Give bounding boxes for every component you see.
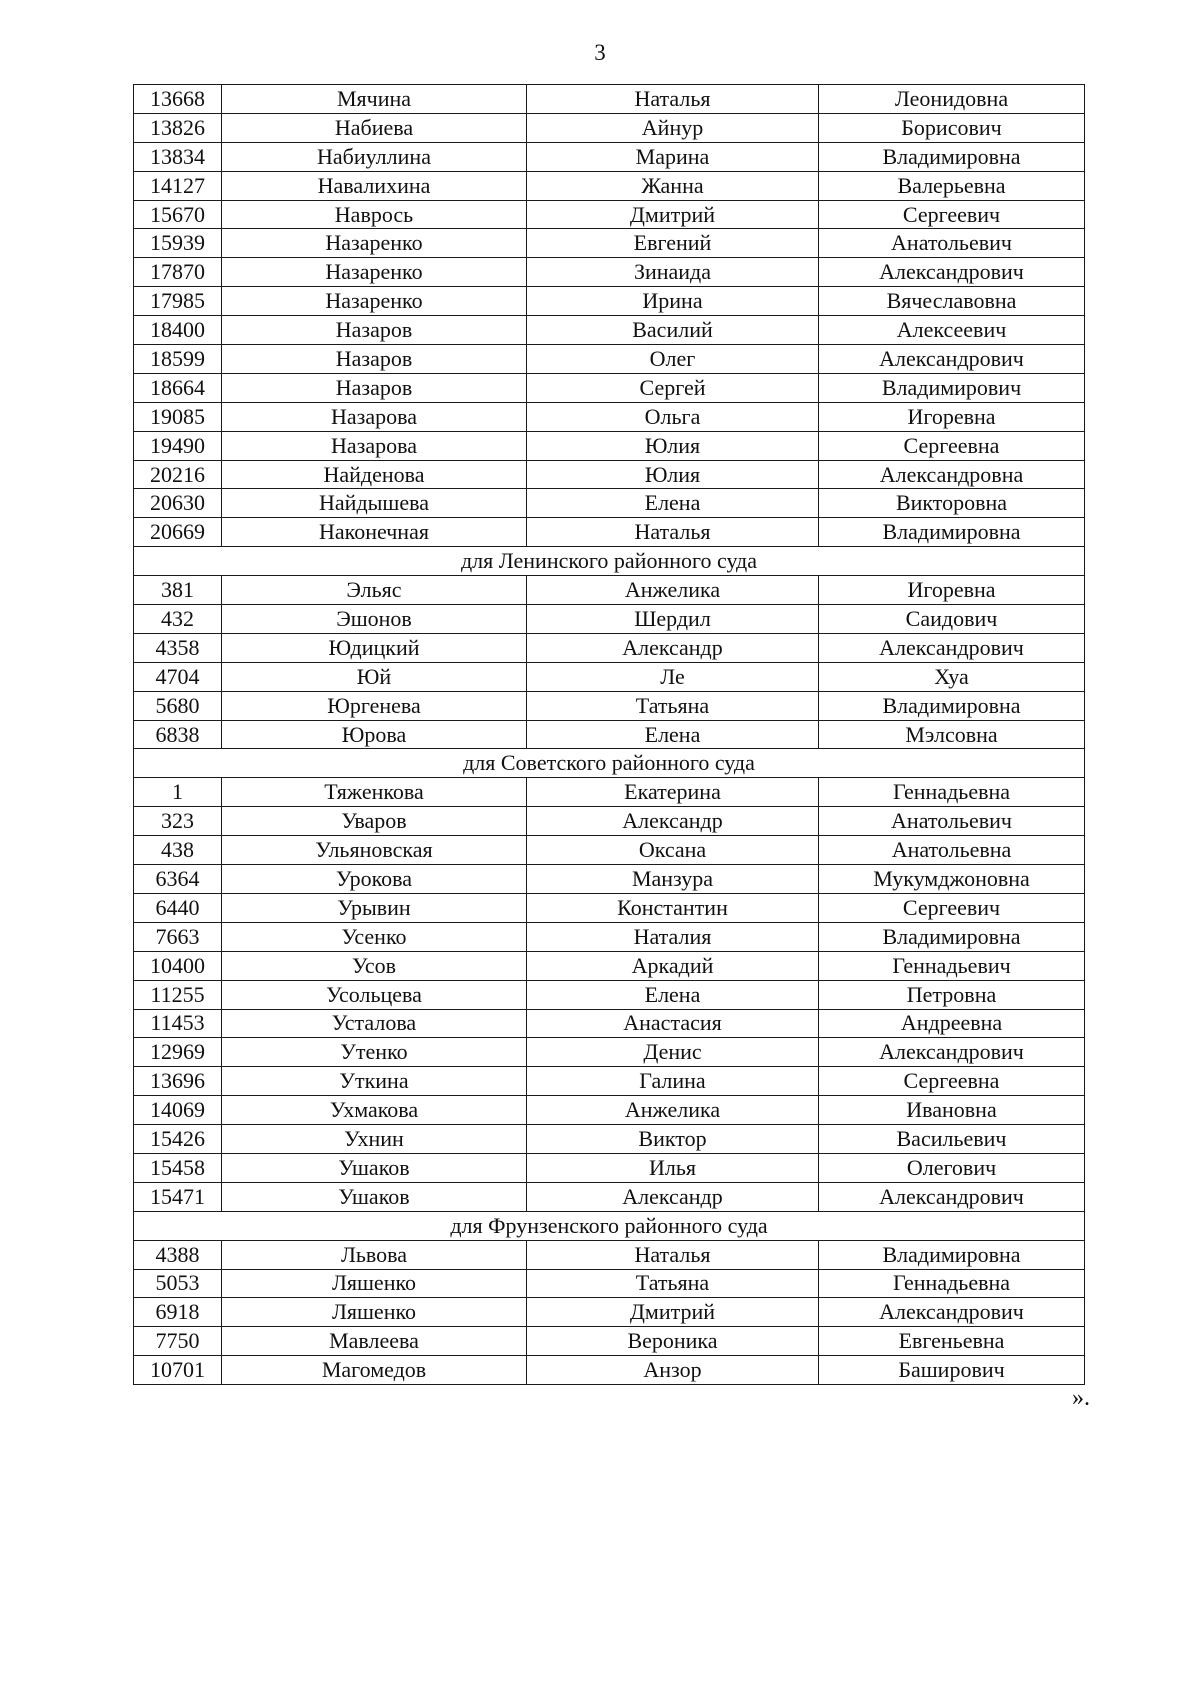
cell-number: 438	[134, 836, 222, 865]
cell-patronymic: Александрович	[819, 345, 1085, 374]
cell-first-name: Шердил	[527, 605, 819, 634]
cell-last-name: Ляшенко	[222, 1298, 527, 1327]
closing-quote-mark: ».	[1072, 1385, 1090, 1411]
cell-first-name: Марина	[527, 142, 819, 171]
court-section-header	[134, 749, 1085, 778]
cell-number: 6838	[134, 720, 222, 749]
cell-last-name: Юй	[222, 662, 527, 691]
cell-first-name: Юлия	[527, 431, 819, 460]
cell-last-name: Юрова	[222, 720, 527, 749]
cell-last-name: Назарова	[222, 431, 527, 460]
cell-last-name: Найденова	[222, 460, 527, 489]
cell-last-name: Назаров	[222, 345, 527, 374]
page-number: 3	[594, 40, 606, 65]
cell-patronymic: Александрович	[819, 1298, 1085, 1327]
cell-last-name: Набиуллина	[222, 142, 527, 171]
cell-first-name: Елена	[527, 489, 819, 518]
cell-first-name: Александр	[527, 633, 819, 662]
cell-patronymic: Владимировна	[819, 691, 1085, 720]
cell-last-name: Навалихина	[222, 171, 527, 200]
cell-first-name: Татьяна	[527, 1269, 819, 1298]
section-title: для Фрунзенского районного суда	[134, 1211, 1085, 1240]
cell-last-name: Усталова	[222, 1009, 527, 1038]
cell-last-name: Уваров	[222, 807, 527, 836]
cell-patronymic: Ивановна	[819, 1096, 1085, 1125]
cell-number: 15458	[134, 1153, 222, 1182]
cell-first-name: Ирина	[527, 287, 819, 316]
cell-last-name: Львова	[222, 1240, 527, 1269]
cell-first-name: Дмитрий	[527, 1298, 819, 1327]
cell-number: 20669	[134, 518, 222, 547]
cell-patronymic: Геннадьевич	[819, 951, 1085, 980]
cell-last-name: Назаренко	[222, 229, 527, 258]
cell-first-name: Анастасия	[527, 1009, 819, 1038]
cell-patronymic: Александрович	[819, 258, 1085, 287]
cell-first-name: Елена	[527, 980, 819, 1009]
cell-patronymic: Вячеславовна	[819, 287, 1085, 316]
table-row	[134, 1269, 1085, 1298]
jurors-table	[133, 84, 1085, 1385]
cell-patronymic: Анатольевна	[819, 836, 1085, 865]
cell-number: 7750	[134, 1327, 222, 1356]
table-row	[134, 518, 1085, 547]
cell-patronymic: Геннадьевна	[819, 1269, 1085, 1298]
cell-number: 13834	[134, 142, 222, 171]
cell-last-name: Урокова	[222, 865, 527, 894]
jurors-table-body	[134, 85, 1085, 1385]
cell-first-name: Жанна	[527, 171, 819, 200]
cell-number: 6440	[134, 893, 222, 922]
cell-last-name: Эшонов	[222, 605, 527, 634]
cell-first-name: Анзор	[527, 1356, 819, 1385]
table-row	[134, 836, 1085, 865]
cell-patronymic: Игоревна	[819, 402, 1085, 431]
cell-number: 11255	[134, 980, 222, 1009]
cell-number: 15670	[134, 200, 222, 229]
cell-number: 10701	[134, 1356, 222, 1385]
cell-first-name: Елена	[527, 720, 819, 749]
cell-number: 18599	[134, 345, 222, 374]
cell-number: 13668	[134, 85, 222, 114]
cell-patronymic: Леонидовна	[819, 85, 1085, 114]
cell-first-name: Айнур	[527, 113, 819, 142]
cell-patronymic: Петровна	[819, 980, 1085, 1009]
table-row	[134, 1356, 1085, 1385]
cell-last-name: Магомедов	[222, 1356, 527, 1385]
cell-first-name: Виктор	[527, 1125, 819, 1154]
cell-last-name: Ухнин	[222, 1125, 527, 1154]
cell-number: 18400	[134, 316, 222, 345]
table-row	[134, 113, 1085, 142]
cell-first-name: Анжелика	[527, 1096, 819, 1125]
cell-patronymic: Александрович	[819, 1182, 1085, 1211]
cell-first-name: Аркадий	[527, 951, 819, 980]
table-row	[134, 691, 1085, 720]
table-row	[134, 1125, 1085, 1154]
table-row	[134, 605, 1085, 634]
cell-patronymic: Владимировна	[819, 922, 1085, 951]
table-row	[134, 662, 1085, 691]
court-section-header	[134, 1211, 1085, 1240]
cell-last-name: Уткина	[222, 1067, 527, 1096]
cell-first-name: Манзура	[527, 865, 819, 894]
cell-last-name: Найдышева	[222, 489, 527, 518]
table-row	[134, 142, 1085, 171]
cell-number: 15939	[134, 229, 222, 258]
cell-number: 5680	[134, 691, 222, 720]
cell-last-name: Урывин	[222, 893, 527, 922]
cell-last-name: Назаров	[222, 316, 527, 345]
cell-last-name: Юдицкий	[222, 633, 527, 662]
table-row	[134, 778, 1085, 807]
cell-patronymic: Владимировна	[819, 1240, 1085, 1269]
cell-first-name: Татьяна	[527, 691, 819, 720]
cell-first-name: Наталья	[527, 1240, 819, 1269]
table-row	[134, 345, 1085, 374]
table-row	[134, 633, 1085, 662]
table-row	[134, 1298, 1085, 1327]
cell-first-name: Наталья	[527, 85, 819, 114]
cell-patronymic: Сергеевна	[819, 431, 1085, 460]
cell-first-name: Василий	[527, 316, 819, 345]
table-row	[134, 373, 1085, 402]
cell-patronymic: Игоревна	[819, 576, 1085, 605]
cell-first-name: Екатерина	[527, 778, 819, 807]
table-row	[134, 1009, 1085, 1038]
cell-number: 6918	[134, 1298, 222, 1327]
cell-last-name: Назаренко	[222, 287, 527, 316]
court-section-header	[134, 547, 1085, 576]
table-row	[134, 1240, 1085, 1269]
cell-number: 1	[134, 778, 222, 807]
cell-first-name: Денис	[527, 1038, 819, 1067]
cell-number: 10400	[134, 951, 222, 980]
cell-patronymic: Борисович	[819, 113, 1085, 142]
table-row	[134, 1182, 1085, 1211]
cell-last-name: Ушаков	[222, 1182, 527, 1211]
table-row	[134, 460, 1085, 489]
cell-last-name: Ульяновская	[222, 836, 527, 865]
cell-number: 6364	[134, 865, 222, 894]
cell-number: 17870	[134, 258, 222, 287]
cell-last-name: Эльяс	[222, 576, 527, 605]
cell-number: 20630	[134, 489, 222, 518]
cell-patronymic: Евгеньевна	[819, 1327, 1085, 1356]
section-title: для Ленинского районного суда	[134, 547, 1085, 576]
table-row	[134, 807, 1085, 836]
cell-number: 432	[134, 605, 222, 634]
cell-last-name: Ляшенко	[222, 1269, 527, 1298]
cell-last-name: Усов	[222, 951, 527, 980]
cell-last-name: Мячина	[222, 85, 527, 114]
cell-patronymic: Анатольевич	[819, 229, 1085, 258]
cell-last-name: Утенко	[222, 1038, 527, 1067]
cell-patronymic: Александрович	[819, 1038, 1085, 1067]
cell-last-name: Наврось	[222, 200, 527, 229]
table-row	[134, 431, 1085, 460]
table-row	[134, 200, 1085, 229]
cell-number: 12969	[134, 1038, 222, 1067]
cell-number: 4704	[134, 662, 222, 691]
table-row	[134, 1153, 1085, 1182]
cell-number: 13696	[134, 1067, 222, 1096]
cell-number: 15471	[134, 1182, 222, 1211]
cell-patronymic: Александрович	[819, 633, 1085, 662]
cell-patronymic: Александровна	[819, 460, 1085, 489]
table-row	[134, 893, 1085, 922]
cell-first-name: Дмитрий	[527, 200, 819, 229]
cell-number: 14127	[134, 171, 222, 200]
cell-last-name: Наконечная	[222, 518, 527, 547]
cell-patronymic: Хуа	[819, 662, 1085, 691]
cell-first-name: Ле	[527, 662, 819, 691]
cell-last-name: Назарова	[222, 402, 527, 431]
cell-patronymic: Сергеевна	[819, 1067, 1085, 1096]
cell-last-name: Юргенева	[222, 691, 527, 720]
cell-first-name: Илья	[527, 1153, 819, 1182]
cell-first-name: Сергей	[527, 373, 819, 402]
cell-patronymic: Мукумджоновна	[819, 865, 1085, 894]
cell-number: 7663	[134, 922, 222, 951]
cell-patronymic: Сергеевич	[819, 893, 1085, 922]
cell-first-name: Наталья	[527, 518, 819, 547]
cell-number: 20216	[134, 460, 222, 489]
cell-patronymic: Саидович	[819, 605, 1085, 634]
cell-patronymic: Анатольевич	[819, 807, 1085, 836]
table-row	[134, 258, 1085, 287]
cell-last-name: Усольцева	[222, 980, 527, 1009]
cell-first-name: Наталия	[527, 922, 819, 951]
cell-first-name: Юлия	[527, 460, 819, 489]
cell-last-name: Мавлеева	[222, 1327, 527, 1356]
cell-last-name: Усенко	[222, 922, 527, 951]
table-row	[134, 1038, 1085, 1067]
table-row	[134, 402, 1085, 431]
table-row	[134, 171, 1085, 200]
cell-last-name: Тяженкова	[222, 778, 527, 807]
cell-first-name: Евгений	[527, 229, 819, 258]
cell-patronymic: Алексеевич	[819, 316, 1085, 345]
cell-first-name: Вероника	[527, 1327, 819, 1356]
cell-first-name: Зинаида	[527, 258, 819, 287]
cell-last-name: Назаренко	[222, 258, 527, 287]
table-row	[134, 865, 1085, 894]
cell-patronymic: Васильевич	[819, 1125, 1085, 1154]
table-row	[134, 576, 1085, 605]
cell-number: 14069	[134, 1096, 222, 1125]
table-row	[134, 229, 1085, 258]
cell-patronymic: Мэлсовна	[819, 720, 1085, 749]
cell-patronymic: Баширович	[819, 1356, 1085, 1385]
cell-number: 19085	[134, 402, 222, 431]
cell-patronymic: Валерьевна	[819, 171, 1085, 200]
cell-patronymic: Сергеевич	[819, 200, 1085, 229]
cell-number: 17985	[134, 287, 222, 316]
cell-first-name: Александр	[527, 807, 819, 836]
cell-first-name: Оксана	[527, 836, 819, 865]
cell-number: 4358	[134, 633, 222, 662]
cell-number: 11453	[134, 1009, 222, 1038]
cell-patronymic: Владимирович	[819, 373, 1085, 402]
cell-number: 4388	[134, 1240, 222, 1269]
table-row	[134, 720, 1085, 749]
cell-last-name: Набиева	[222, 113, 527, 142]
table-row	[134, 1067, 1085, 1096]
cell-first-name: Анжелика	[527, 576, 819, 605]
section-title: для Советского районного суда	[134, 749, 1085, 778]
cell-patronymic: Олегович	[819, 1153, 1085, 1182]
cell-last-name: Назаров	[222, 373, 527, 402]
table-row	[134, 85, 1085, 114]
cell-last-name: Ушаков	[222, 1153, 527, 1182]
cell-first-name: Ольга	[527, 402, 819, 431]
table-row	[134, 951, 1085, 980]
cell-last-name: Ухмакова	[222, 1096, 527, 1125]
table-row	[134, 1096, 1085, 1125]
cell-first-name: Галина	[527, 1067, 819, 1096]
cell-first-name: Александр	[527, 1182, 819, 1211]
cell-first-name: Константин	[527, 893, 819, 922]
cell-patronymic: Андреевна	[819, 1009, 1085, 1038]
cell-number: 18664	[134, 373, 222, 402]
table-row	[134, 1327, 1085, 1356]
cell-number: 5053	[134, 1269, 222, 1298]
cell-patronymic: Владимировна	[819, 518, 1085, 547]
table-row	[134, 489, 1085, 518]
cell-first-name: Олег	[527, 345, 819, 374]
cell-patronymic: Викторовна	[819, 489, 1085, 518]
cell-number: 381	[134, 576, 222, 605]
table-row	[134, 922, 1085, 951]
cell-number: 19490	[134, 431, 222, 460]
cell-number: 15426	[134, 1125, 222, 1154]
cell-number: 13826	[134, 113, 222, 142]
table-row	[134, 316, 1085, 345]
table-row	[134, 287, 1085, 316]
table-row	[134, 980, 1085, 1009]
cell-patronymic: Геннадьевна	[819, 778, 1085, 807]
cell-patronymic: Владимировна	[819, 142, 1085, 171]
cell-number: 323	[134, 807, 222, 836]
